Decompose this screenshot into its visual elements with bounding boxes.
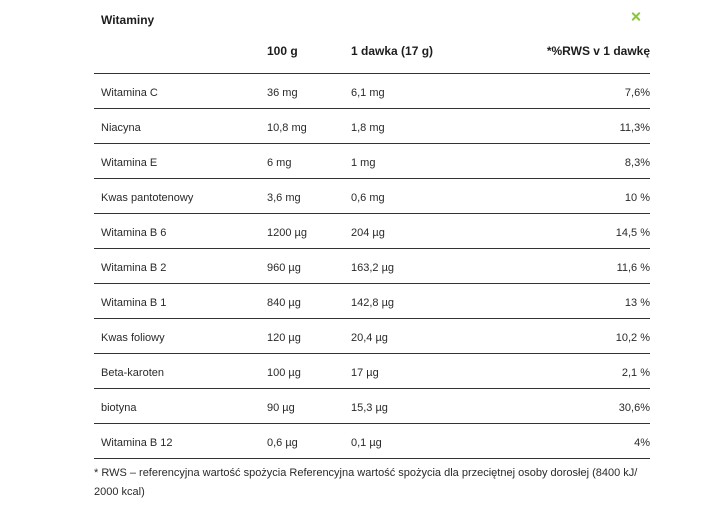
value-100g: 0,6 µg — [267, 437, 298, 449]
nutrient-name: biotyna — [101, 402, 137, 414]
value-dose: 0,1 µg — [351, 437, 382, 449]
value-dose: 163,2 µg — [351, 262, 395, 274]
value-rws: 30,6% — [618, 402, 650, 414]
footnote: * RWS – referencyjna wartość spożycia Referencyjna wartość spożycia dla przeciętnej osoby dorosłej (8400 kJ/ 2000 kcal) — [94, 467, 638, 498]
nutrient-name: Niacyna — [101, 122, 141, 134]
value-dose: 204 µg — [351, 227, 385, 239]
nutrient-name: Witamina B 2 — [101, 262, 167, 274]
nutrient-name: Kwas pantotenowy — [101, 192, 194, 204]
nutrient-name: Witamina E — [101, 157, 158, 169]
value-rws: 11,3% — [619, 122, 650, 134]
close-icon[interactable] — [629, 10, 643, 24]
value-dose: 0,6 mg — [351, 192, 385, 204]
value-dose: 6,1 mg — [351, 87, 385, 99]
value-100g: 100 µg — [267, 367, 301, 379]
column-header-100g: 100 g — [267, 44, 298, 58]
value-100g: 6 mg — [267, 157, 292, 169]
table-row — [94, 424, 650, 459]
table-row — [94, 389, 650, 424]
nutrient-name: Witamina B 6 — [101, 227, 167, 239]
value-dose: 20,4 µg — [351, 332, 388, 344]
nutrient-name: Witamina B 1 — [101, 297, 167, 309]
table-row — [94, 74, 650, 109]
table-row — [94, 284, 650, 319]
panel-title: Witaminy — [101, 13, 155, 27]
value-100g: 36 mg — [267, 87, 298, 99]
value-dose: 15,3 µg — [351, 402, 388, 414]
value-rws: 14,5 % — [615, 227, 650, 239]
value-100g: 90 µg — [267, 402, 295, 414]
value-dose: 17 µg — [351, 367, 379, 379]
value-rws: 4% — [634, 437, 650, 449]
table-row — [94, 354, 650, 389]
table-row — [94, 109, 650, 144]
column-header-dose: 1 dawka (17 g) — [351, 44, 434, 58]
nutrient-name: Witamina C — [101, 87, 158, 99]
value-rws: 10,2 % — [615, 332, 650, 344]
value-rws: 10 % — [624, 192, 650, 204]
value-rws: 2,1 % — [621, 367, 650, 379]
value-100g: 840 µg — [267, 297, 301, 309]
value-100g: 960 µg — [267, 262, 301, 274]
value-rws: 11,6 % — [616, 262, 650, 274]
value-100g: 3,6 mg — [267, 192, 301, 204]
value-dose: 142,8 µg — [351, 297, 395, 309]
table-row — [94, 179, 650, 214]
nutrient-name: Beta-karoten — [101, 367, 164, 379]
value-100g: 1200 µg — [267, 227, 307, 239]
table-row — [94, 249, 650, 284]
column-header-rws: *%RWS v 1 dawkę — [546, 44, 650, 58]
value-100g: 10,8 mg — [267, 122, 307, 134]
value-rws: 8,3% — [624, 157, 650, 169]
value-100g: 120 µg — [267, 332, 301, 344]
table-row — [94, 214, 650, 249]
value-dose: 1,8 mg — [351, 122, 385, 134]
value-dose: 1 mg — [351, 157, 376, 169]
nutrient-name: Kwas foliowy — [101, 332, 165, 344]
table-header — [94, 44, 650, 74]
table-row — [94, 319, 650, 354]
table-body — [94, 74, 650, 459]
table-row — [94, 144, 650, 179]
value-rws: 13 % — [624, 297, 650, 309]
nutrient-name: Witamina B 12 — [101, 437, 173, 449]
value-rws: 7,6% — [624, 87, 650, 99]
